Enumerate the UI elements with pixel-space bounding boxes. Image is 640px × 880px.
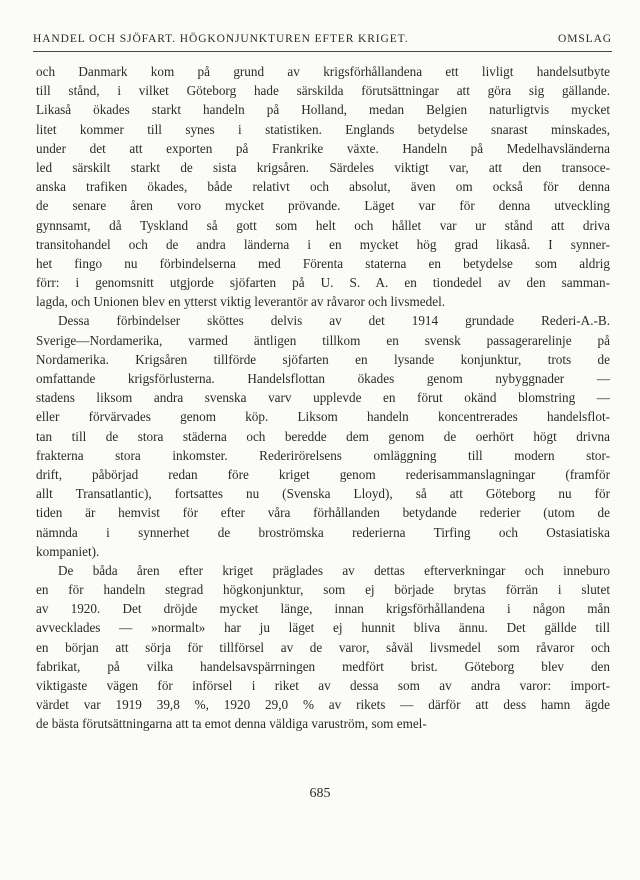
paragraph-3 bbox=[36, 561, 610, 734]
text-line: nämnda i synnerhet de broströmska rederierna Tirfing och Ostasiatiska bbox=[36, 524, 610, 540]
running-head bbox=[33, 33, 612, 45]
text-line: under det att exporten på Frankrike växte. Handeln på Medelhavsländerna bbox=[36, 140, 610, 156]
text-line: tan till de stora städerna och beredde dem genom de oerhört högt drivna bbox=[36, 428, 610, 444]
text-line: anska trafiken ökades, både relativt och absolut, även om också för denna bbox=[36, 179, 610, 195]
body-text bbox=[36, 62, 610, 734]
text-line: allt Transatlantic), fortsattes nu (Svenska Lloyd), så att Göteborg nu för bbox=[36, 486, 610, 502]
paragraph-2 bbox=[36, 311, 610, 560]
text-line: kompaniet). bbox=[36, 543, 100, 559]
text-line: fabrikat, på vilka handelsavspärrningen medfört brist. Göteborg blev den bbox=[36, 658, 610, 674]
running-head-title: HANDEL OCH SJÖFART. HÖGKONJUNKTUREN EFTER KRIGET. bbox=[33, 33, 409, 45]
text-line: litet kommer till synes i statistiken. Englands betydelse snarast minskades, bbox=[36, 121, 610, 137]
text-line: het fingo nu förbindelserna med Förenta staterna en betydelse som aldrig bbox=[36, 255, 610, 271]
text-line: de bästa förutsättningarna att ta emot denna väldiga varuström, som emel- bbox=[36, 716, 427, 732]
text-line: De båda åren efter kriget präglades av dettas efterverkningar och inneburo bbox=[58, 562, 610, 578]
text-line: drift, påbörjad redan före kriget genom rederisammanslagningar (framför bbox=[36, 466, 610, 482]
text-line: gynnsamt, då Tyskland så gott som helt och hållet var ur stånd att driva bbox=[36, 217, 610, 233]
text-line: stadens liksom andra svenska varv upplevde en förut okänd blomstring — bbox=[36, 390, 610, 406]
text-line: Likaså ökades starkt handeln på Holland, medan Belgien naturligtvis mycket bbox=[36, 102, 610, 118]
text-line: led särskilt starkt de sista krigsåren. Särdeles viktigt var, att den transoce- bbox=[36, 159, 610, 175]
text-line: av 1920. Det dröjde mycket länge, innan krigsförhållandena i någon mån bbox=[36, 601, 610, 617]
text-line: värdet var 1919 39,8 %, 1920 29,0 % av rikets — därför att dess hamn ägde bbox=[36, 697, 610, 713]
text-line: Dessa förbindelser sköttes delvis av det 1914 grundade Rederi-A.-B. bbox=[58, 313, 610, 329]
text-line: till stånd, i vilket Göteborg hade särskilda förutsättningar att göra sig gällande. bbox=[36, 83, 610, 99]
paragraph-1 bbox=[36, 62, 610, 311]
text-line: en början att sörja för tillförsel av de varor, såväl livsmedel som råvaror och bbox=[36, 639, 610, 655]
text-line: lagda, och Unionen blev en ytterst viktig leverantör av råvaror och livsmedel. bbox=[36, 294, 446, 310]
text-line: eller förvärvades genom köp. Liksom handeln koncentrerades handelsflot- bbox=[36, 409, 610, 425]
text-line: förr: i genomsnitt utgjorde sjöfarten på U. S. A. en tiondedel av den samman- bbox=[36, 275, 610, 291]
text-line: omfattande krigsförlusterna. Handelsflottan ökades genom nybyggnader — bbox=[36, 371, 610, 386]
header-rule bbox=[33, 51, 612, 52]
text-line: de senare åren voro mycket prövande. Läget var för denna utveckling bbox=[36, 198, 610, 214]
page-number: 685 bbox=[309, 786, 331, 801]
text-line: Sverige—Nordamerika, varmed äntligen tillkom en svensk passagerarelinje på bbox=[36, 332, 610, 348]
text-line: transitohandel och de andra länderna i en mycket hög grad likaså. I synner- bbox=[36, 236, 610, 252]
text-line: viktigaste vägen för införsel i riket av dessa som av andra varor: import- bbox=[36, 678, 610, 693]
running-head-section: OMSLAG bbox=[558, 33, 612, 45]
text-line: tiden är hemvist för efter våra förhållanden betydande rederier (utom de bbox=[36, 505, 610, 521]
text-line: och Danmark kom på grund av krigsförhållandena ett livligt handelsutbyte bbox=[36, 64, 610, 79]
text-line: Nordamerika. Krigsåren tillförde sjöfarten en lysande konjunktur, trots de bbox=[36, 351, 610, 367]
text-line: en för handeln stegrad högkonjunktur, som ej började brytas förrän i slutet bbox=[36, 582, 610, 598]
text-line: frakterna stora inkomster. Rederirörelsens omläggning till modern stor- bbox=[36, 447, 610, 463]
text-line: avvecklades — »normalt» har ju läget ej hunnit bliva ännu. Det gällde till bbox=[36, 620, 610, 636]
